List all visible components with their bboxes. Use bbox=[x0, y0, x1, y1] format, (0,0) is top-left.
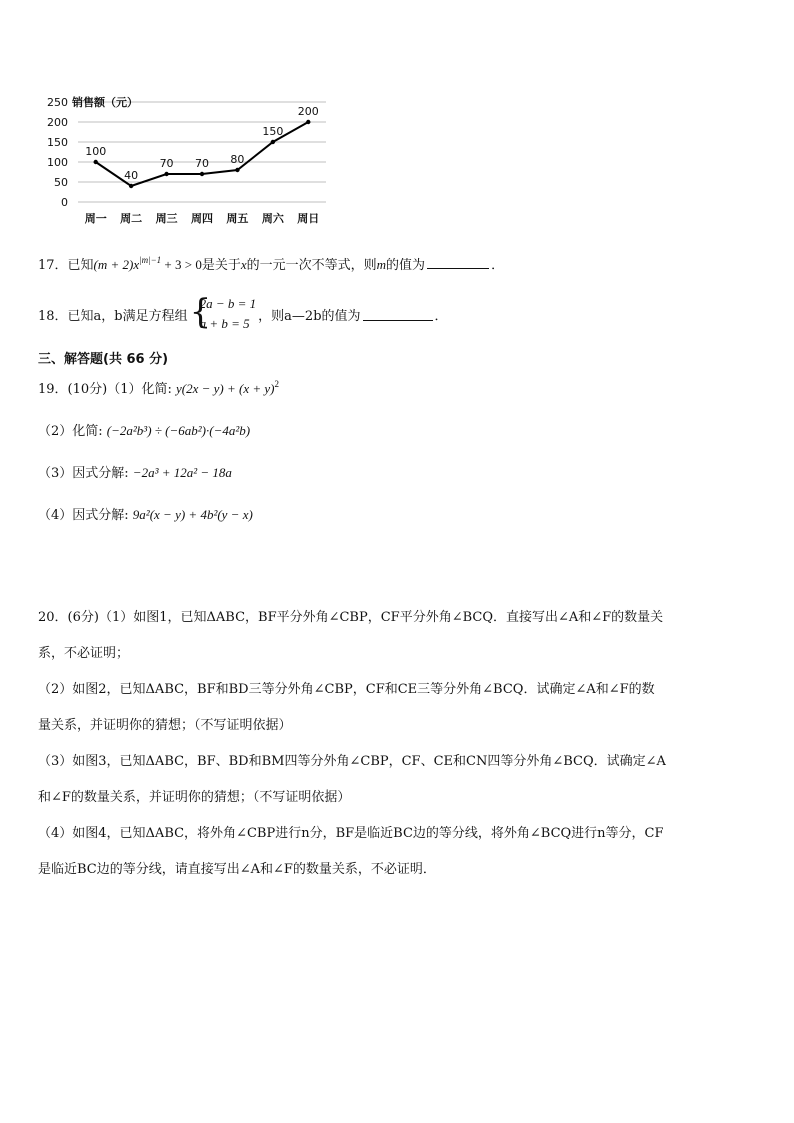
y-tick-label: 50 bbox=[54, 176, 68, 189]
question-19-part4 bbox=[38, 504, 764, 523]
q20-line2: 系，不必证明； bbox=[38, 646, 130, 661]
q20-line4: 量关系，并证明你的猜想；（不写证明依据） bbox=[38, 718, 292, 733]
q19-p4-label: （4）因式分解: bbox=[38, 508, 133, 523]
q18-eq1: 2a − b = 1 bbox=[199, 296, 257, 311]
q19-p1-label: 19．(10分)（1）化简: bbox=[38, 382, 177, 397]
data-point bbox=[164, 172, 168, 176]
y-tick-label: 200 bbox=[47, 116, 68, 129]
data-point bbox=[94, 160, 98, 164]
q20-line5: （3）如图3，已知ΔABC，BF、BD和BM四等分外角∠CBP，CF、CE和CN四等分外角∠BCQ．试确定∠A bbox=[38, 754, 666, 769]
x-tick-label: 周三 bbox=[155, 212, 178, 225]
sales-line-chart bbox=[36, 92, 336, 232]
q17-expression-rest: + 3 > 0 bbox=[161, 257, 202, 272]
q18-equation-system bbox=[190, 294, 257, 334]
q20-line3: （2）如图2，已知ΔABC，BF和BD三等分外角∠CBP，CF和CE三等分外角∠BCQ．试确定∠A和∠F的数 bbox=[38, 682, 655, 697]
q17-text2: 的一元一次不等式，则 bbox=[246, 258, 377, 273]
q20-line1: 20．(6分)（1）如图1，已知ΔABC，BF平分外角∠CBP，CF平分外角∠BCQ．直接写出∠A和∠F的数量关 bbox=[38, 610, 664, 625]
question-18 bbox=[38, 292, 764, 336]
q20-line6: 和∠F的数量关系，并证明你的猜想；（不写证明依据） bbox=[38, 790, 351, 805]
question-19-part2 bbox=[38, 420, 764, 439]
x-tick-label: 周日 bbox=[297, 212, 320, 225]
q17-answer-blank[interactable] bbox=[427, 256, 489, 269]
chart-svg bbox=[36, 92, 336, 232]
q17-exponent: |m|−1 bbox=[139, 255, 162, 265]
q19-p3-label: （3）因式分解: bbox=[38, 466, 133, 481]
q18-prefix: 18．已知a，b满足方程组 bbox=[38, 308, 188, 324]
q17-var-m: m bbox=[376, 257, 387, 272]
question-19-part1 bbox=[38, 378, 764, 397]
x-tick-label: 周六 bbox=[261, 212, 284, 225]
question-17 bbox=[38, 254, 764, 273]
data-point bbox=[306, 120, 310, 124]
question-19-part3 bbox=[38, 462, 764, 481]
x-tick-label: 周五 bbox=[226, 212, 249, 225]
q17-text3: 的值为 bbox=[386, 258, 426, 273]
y-tick-label: 0 bbox=[61, 196, 68, 209]
data-point bbox=[235, 168, 239, 172]
q18-eq2: a + b = 5 bbox=[199, 316, 250, 331]
q18-end: ． bbox=[434, 308, 448, 324]
y-tick-label: 100 bbox=[47, 156, 68, 169]
data-point bbox=[129, 184, 133, 188]
q19-p1-exp: 2 bbox=[274, 379, 279, 389]
question-20 bbox=[38, 600, 756, 888]
q20-line8: 是临近BC边的等分线，请直接写出∠A和∠F的数量关系，不必证明． bbox=[38, 862, 436, 877]
data-label: 40 bbox=[124, 169, 139, 182]
q19-p2-label: （2）化简: bbox=[38, 424, 107, 439]
q18-text: ，则a—2b的值为 bbox=[258, 308, 361, 324]
section-heading: 三、解答题(共 66 分) bbox=[38, 352, 169, 367]
x-tick-label: 周二 bbox=[120, 212, 143, 225]
q17-expression: (m + 2)x bbox=[93, 257, 140, 272]
y-tick-label: 250 bbox=[47, 96, 68, 109]
data-point bbox=[200, 172, 204, 176]
q17-prefix: 17．已知 bbox=[38, 258, 94, 273]
q19-p2-expr: (−2a²b³) ÷ (−6ab²)·(−4a²b) bbox=[106, 423, 251, 438]
x-tick-label: 周四 bbox=[191, 212, 213, 225]
q19-p3-expr: −2a³ + 12a² − 18a bbox=[132, 465, 232, 480]
y-tick-label: 150 bbox=[47, 136, 68, 149]
q17-var-x: x bbox=[240, 257, 247, 272]
q18-answer-blank[interactable] bbox=[363, 308, 433, 321]
q19-p4-expr: 9a²(x − y) + 4b²(y − x) bbox=[132, 507, 253, 522]
chart-title: 销售额（元） bbox=[72, 96, 138, 109]
q17-end: ． bbox=[491, 258, 505, 273]
q17-text1: 是关于 bbox=[201, 258, 241, 273]
data-label: 70 bbox=[195, 157, 209, 170]
x-tick-label: 周一 bbox=[84, 212, 107, 225]
data-label: 150 bbox=[262, 125, 284, 138]
q20-line7: （4）如图4，已知ΔABC，将外角∠CBP进行n分，BF是临近BC边的等分线，将外角∠BCQ进行n等分，CF bbox=[38, 826, 664, 841]
data-label: 200 bbox=[297, 105, 319, 118]
data-label: 80 bbox=[230, 153, 245, 166]
brace-symbol: { bbox=[189, 292, 212, 332]
data-point bbox=[271, 140, 275, 144]
data-label: 100 bbox=[85, 145, 107, 158]
data-label: 70 bbox=[159, 157, 174, 170]
q19-p1-expr: y(2x − y) + (x + y) bbox=[176, 381, 275, 396]
